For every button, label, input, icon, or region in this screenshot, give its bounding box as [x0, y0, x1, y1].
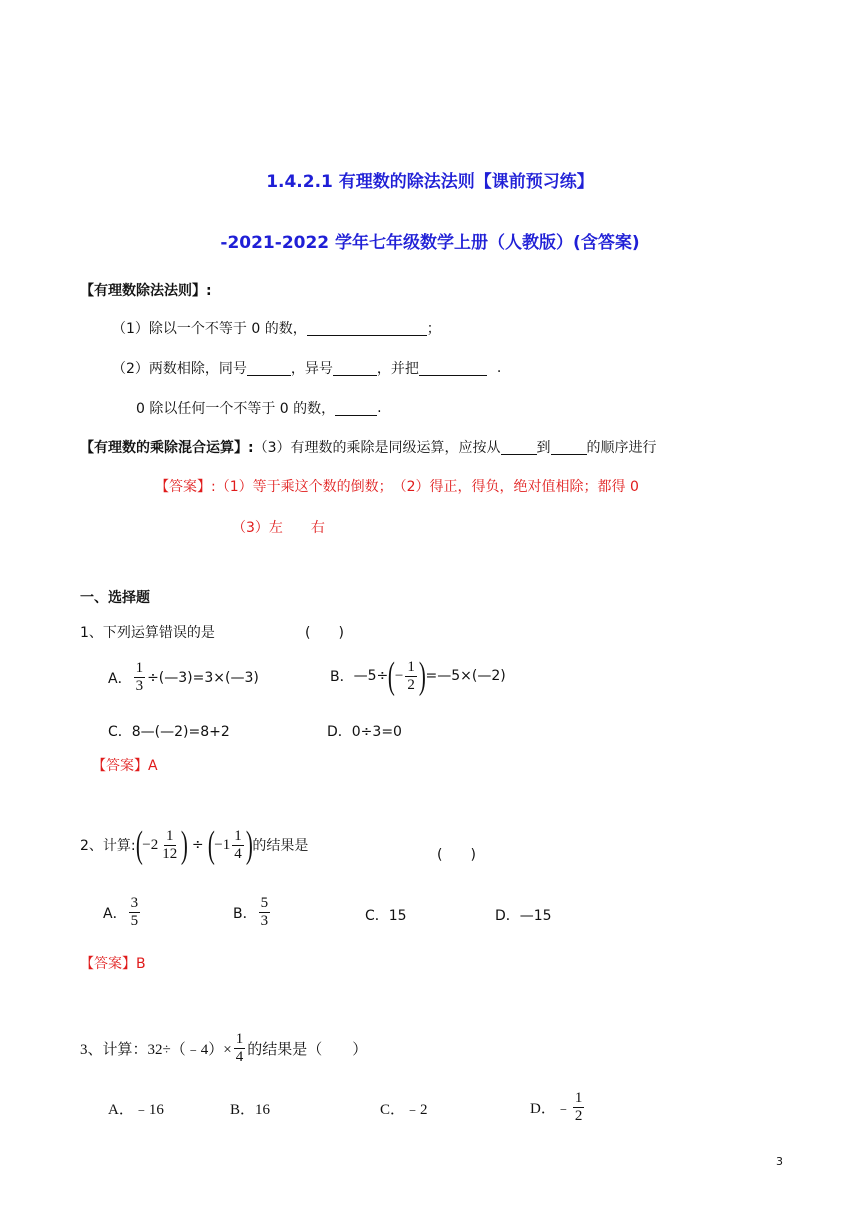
- mixed-rule-text-a: （3）有理数的乘除是同级运算，应按从: [253, 440, 501, 456]
- q2-option-b: [233, 895, 272, 930]
- numerator: 1: [135, 660, 144, 676]
- right-paren: ): [418, 655, 426, 697]
- minus-sign: −: [394, 667, 404, 684]
- q2-option-a: [103, 895, 142, 930]
- option-text: ÷(—3)=3×(—3): [147, 669, 259, 686]
- question-text: 2、计算:: [80, 838, 136, 854]
- rules-answer-line-1: 【答案】:（1）等于乘这个数的倒数； （2）得正，得负，绝对值相除；都得 0: [155, 479, 639, 495]
- denominator: 3: [135, 678, 144, 694]
- q3-option-a: A．﹣16: [108, 1102, 164, 1118]
- whole-part: −2: [142, 836, 159, 853]
- q1-option-d: D．0÷3=0: [327, 724, 402, 740]
- fraction: [259, 895, 271, 930]
- mixed-rule-text-b: 到: [536, 440, 551, 456]
- numerator: 1: [235, 1031, 244, 1047]
- fraction: [234, 1031, 246, 1066]
- rule-item-1-end: ；: [426, 321, 441, 337]
- fill-blank: [551, 439, 587, 455]
- rule-item-2-text-a: （2）两数相除，同号: [112, 361, 247, 377]
- q1-option-a: [108, 660, 259, 695]
- numerator: 1: [407, 658, 415, 675]
- right-paren: ): [245, 824, 253, 866]
- q1-answer: 【答案】A: [92, 758, 158, 774]
- denominator: 5: [130, 913, 139, 929]
- denominator: 12: [162, 845, 178, 862]
- numerator: 3: [130, 895, 139, 911]
- mixed-number: [214, 828, 245, 863]
- rule-item-2: [112, 358, 501, 378]
- denominator: 4: [235, 1049, 244, 1065]
- document-title: 1.4.2.1 有理数的除法法则【课前预习练】: [266, 172, 594, 192]
- rule-item-3-text: 0 除以任何一个不等于 0 的数，: [136, 401, 336, 417]
- fill-blank: [247, 360, 291, 376]
- denominator: 2: [407, 676, 415, 693]
- left-paren: (: [388, 655, 396, 697]
- rule-item-2-text-b: ，异号: [290, 361, 333, 377]
- option-label: B．: [330, 669, 354, 685]
- mixed-rule-heading: 【有理数的乘除混合运算】:: [80, 440, 254, 456]
- rules-answer-line-2: （3）左 右: [232, 520, 325, 536]
- fraction: [232, 828, 244, 863]
- q3-stem: [80, 1031, 367, 1066]
- right-paren: ): [181, 824, 189, 866]
- page-number: 3: [776, 1155, 783, 1168]
- mixed-rule-text-c: 的顺序进行: [586, 440, 657, 456]
- q2-option-d: D．—15: [495, 908, 552, 924]
- rule-item-2-end: .: [496, 360, 502, 376]
- q3-option-b: B．16: [230, 1102, 271, 1118]
- document-subtitle: -2021-2022 学年七年级数学上册（人教版）(含答案): [220, 233, 640, 253]
- fraction: [160, 828, 179, 863]
- denominator: 3: [260, 913, 269, 929]
- rule-item-1-text: （1）除以一个不等于 0 的数，: [112, 321, 307, 337]
- q3-option-c: C．﹣2: [380, 1102, 428, 1118]
- mixed-number: [142, 828, 181, 863]
- numerator: 1: [234, 827, 242, 844]
- fraction: [405, 659, 417, 694]
- fraction: [129, 895, 141, 930]
- q2-option-c: C．15: [365, 908, 407, 924]
- fill-blank: [419, 360, 487, 376]
- numerator: 1: [574, 1090, 583, 1106]
- divide-sign: ÷: [191, 837, 204, 853]
- whole-part: −1: [214, 836, 231, 853]
- question-text: 的结果是（ ）: [247, 1042, 368, 1058]
- rule-item-3: [136, 398, 382, 418]
- option-text: —5÷: [353, 668, 389, 684]
- section-heading: 一、选择题: [80, 590, 150, 606]
- fill-blank: [307, 320, 427, 336]
- fill-blank: [501, 439, 537, 455]
- question-text: 3、计算：32÷（﹣4）×: [80, 1042, 232, 1058]
- q1-option-c: C．8—(—2)=8+2: [108, 724, 230, 740]
- fill-blank: [335, 400, 377, 416]
- q3-option-d: [530, 1090, 586, 1125]
- q1-stem: 1、下列运算错误的是: [80, 625, 215, 641]
- q2-stem: [80, 825, 308, 865]
- rule-item-2-text-c: ，并把: [376, 361, 419, 377]
- option-label: A．: [103, 905, 127, 922]
- fill-blank: [333, 360, 377, 376]
- q1-option-b: [330, 656, 506, 696]
- q2-answer-paren: ( ): [437, 847, 476, 863]
- denominator: 2: [574, 1108, 583, 1124]
- fraction: [134, 660, 146, 695]
- option-text: =—5×(—2): [425, 668, 506, 684]
- numerator: 5: [260, 895, 269, 911]
- left-paren: (: [207, 824, 215, 866]
- question-text: 的结果是: [252, 838, 309, 854]
- option-label: B．: [233, 905, 257, 922]
- fraction: [573, 1090, 585, 1125]
- rules-heading: 【有理数除法法则】:: [80, 283, 212, 299]
- denominator: 4: [234, 845, 242, 862]
- option-label: A．: [108, 670, 132, 687]
- q2-answer: 【答案】B: [80, 956, 146, 972]
- q1-answer-paren: ( ): [305, 625, 344, 641]
- rule-item-1: [112, 318, 441, 338]
- option-label: D．﹣: [530, 1101, 571, 1117]
- mixed-rule: [80, 437, 657, 457]
- numerator: 1: [166, 827, 174, 844]
- rule-item-3-end: .: [377, 400, 382, 416]
- left-paren: (: [135, 824, 143, 866]
